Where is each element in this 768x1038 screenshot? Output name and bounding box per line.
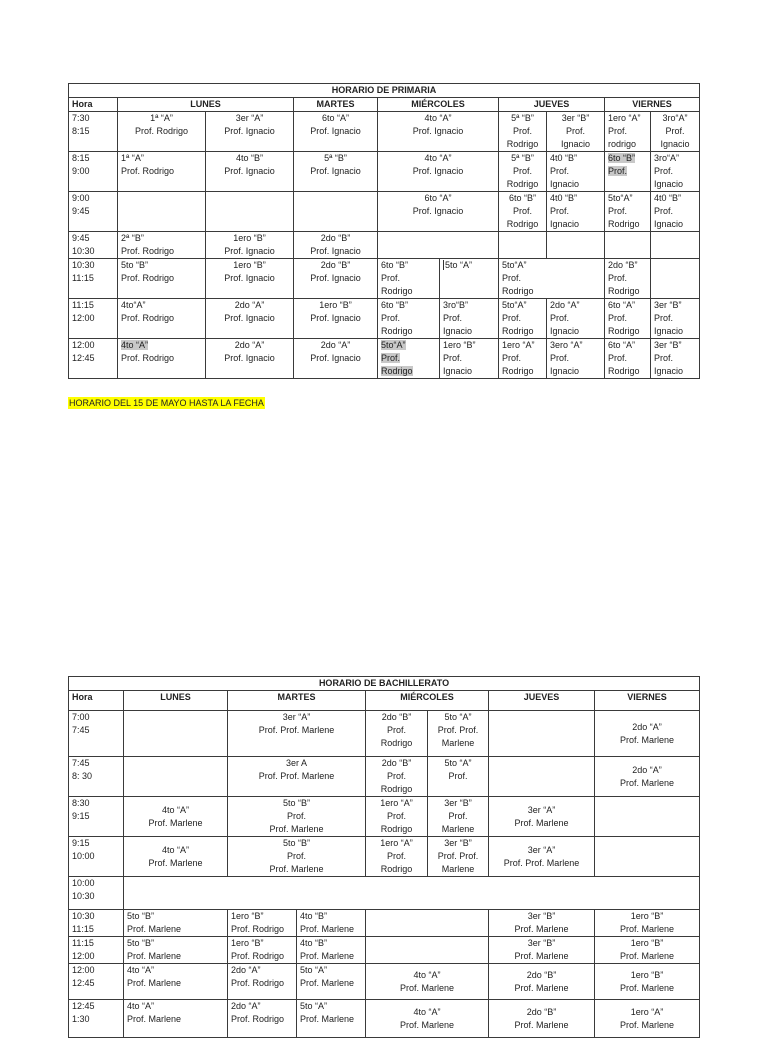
schedule-cell: 1ero “B” Prof. Ignacio [206,259,294,299]
schedule-cell: 5to“A” Prof. Rodrigo [499,299,547,339]
empty-cell [294,192,378,232]
schedule-cell: 1ª “A” Prof. Rodrigo [118,112,206,152]
schedule-cell: 2do “A” Prof. Marlene [595,757,700,797]
table-row [69,910,700,937]
schedule-cell: 5to “B” Prof. Marlene [124,910,228,937]
hora-cell: 7:30 8:15 [69,112,118,152]
empty-cell [124,711,228,757]
hora-cell: 12:00 12:45 [69,964,124,1000]
schedule-cell: 5to “A” [440,259,499,299]
schedule-cell: 4t0 “B” Prof. Ignacio [651,192,700,232]
schedule-cell: 2do “A” Prof. Ignacio [206,299,294,339]
hora-cell: 9:15 10:00 [69,837,124,877]
hora-cell: 12:45 1:30 [69,1000,124,1038]
schedule-cell: 1ero “A” Prof. rodrigo [605,112,651,152]
schedule-cell: 4to “B” Prof. Marlene [297,910,366,937]
empty-cell [366,910,489,937]
schedule-cell: 4to “A” Prof. Marlene [124,964,228,1000]
empty-cell [118,192,206,232]
hora-cell: 8:30 9:15 [69,797,124,837]
schedule-cell: 2do “B” Prof. Rodrigo [605,259,651,299]
hora-cell: 9:00 9:45 [69,192,118,232]
schedule-cell: 5to “A” Prof. [428,757,489,797]
schedule-cell: 5ª “B” Prof. Ignacio [294,152,378,192]
schedule-cell: 3er A Prof. Prof. Marlene [228,757,366,797]
schedule-cell: 1ero “B” Prof. Marlene [595,964,700,1000]
schedule-cell: 6to “B” Prof. Rodrigo [378,299,440,339]
schedule-cell: 5to“A” Prof. Rodrigo [378,339,440,379]
schedule-cell: 6to “B” Prof. Rodrigo [499,192,547,232]
schedule-cell: 3er “B” Prof. Marlene [489,910,595,937]
schedule-cell: 3er “B” Prof. Ignacio [651,339,700,379]
schedule-cell: 6to “B” Prof. [605,152,651,192]
table-row [69,339,700,379]
schedule-cell: 2do “A” Prof. Rodrigo [228,1000,297,1038]
schedule-cell: 1ero “A” Prof. Rodrigo [366,797,428,837]
table-row [69,877,700,910]
schedule-cell: 1ero “A” Prof. Rodrigo [499,339,547,379]
hora-cell: 10:30 11:15 [69,910,124,937]
schedule-cell: 4to“A” Prof. Rodrigo [118,299,206,339]
empty-cell [499,232,547,259]
schedule-cell: 2ª “B” Prof. Rodrigo [118,232,206,259]
table-row [69,711,700,757]
empty-cell [489,711,595,757]
hora-cell: 9:45 10:30 [69,232,118,259]
hora-cell: 11:15 12:00 [69,937,124,964]
hora-cell: 10:00 10:30 [69,877,124,910]
empty-cell [547,232,605,259]
empty-cell [605,232,651,259]
schedule-cell: 3er “A” Prof. Prof. Marlene [228,711,366,757]
schedule-cell: 1ero “B” Prof. Rodrigo [228,910,297,937]
schedule-cell: 4to “A” Prof. Marlene [124,1000,228,1038]
schedule-cell: 3ro“B” Prof. Ignacio [440,299,499,339]
schedule-cell: 4to “A” Prof. Ignacio [378,112,499,152]
empty-cell [595,797,700,837]
empty-cell [378,232,499,259]
table-title: HORARIO DE BACHILLERATO [69,677,700,691]
schedule-cell: 1ero “B” Prof. Ignacio [440,339,499,379]
col-header-viernes: VIERNES [595,691,700,711]
schedule-cell: 6to “A” Prof. Ignacio [378,192,499,232]
col-header-jueves: JUEVES [499,98,605,112]
schedule-cell: 4t0 “B” Prof. Ignacio [547,152,605,192]
schedule-cell: 2do “B” Prof. Ignacio [294,232,378,259]
table-row [69,837,700,877]
table-row [69,259,700,299]
schedule-cell: 6to “A” Prof. Rodrigo [605,299,651,339]
col-header-miercoles: MIÉRCOLES [366,691,489,711]
schedule-cell: 1ero “B” Prof. Ignacio [294,299,378,339]
schedule-cell: 3er “A” Prof. Marlene [489,797,595,837]
table-row [69,152,700,192]
schedule-cell: 4to “A” Prof. Ignacio [378,152,499,192]
schedule-cell: 2do “B” Prof. Marlene [489,964,595,1000]
table-title: HORARIO DE PRIMARIA [69,84,700,98]
schedule-cell: 5to“A” Prof. Rodrigo [499,259,605,299]
empty-cell [124,877,700,910]
schedule-cell: 3er “B” Prof. Prof. Marlene [428,837,489,877]
table-row [69,299,700,339]
schedule-cell: 4to “A” Prof. Marlene [366,964,489,1000]
schedule-cell: 2do “A” Prof. Ignacio [547,299,605,339]
schedule-cell: 1ero “A” Prof. Marlene [595,1000,700,1038]
schedule-cell: 4to “A” Prof. Marlene [366,1000,489,1038]
schedule-cell: 4to “B” Prof. Marlene [297,937,366,964]
schedule-cell: 5to “A” Prof. Marlene [297,1000,366,1038]
empty-cell [366,937,489,964]
schedule-cell: 5to “B” Prof. Rodrigo [118,259,206,299]
schedule-cell: 1ª “A” Prof. Rodrigo [118,152,206,192]
schedule-note: HORARIO DEL 15 DE MAYO HASTA LA FECHA [69,398,264,408]
col-header-jueves: JUEVES [489,691,595,711]
schedule-cell: 5to “A” Prof. Prof. Marlene [428,711,489,757]
table-row [69,232,700,259]
schedule-cell: 4to “A” Prof. Marlene [124,797,228,837]
empty-cell [489,757,595,797]
table-row [69,112,700,152]
col-header-miercoles: MIÉRCOLES [378,98,499,112]
schedule-cell: 5to“A” Prof. Rodrigo [605,192,651,232]
bachillerato-schedule-table [68,676,700,1038]
col-header-hora: Hora [69,691,124,711]
table-row [69,964,700,1000]
hora-cell: 12:00 12:45 [69,339,118,379]
col-header-lunes: LUNES [118,98,294,112]
table-row [69,937,700,964]
schedule-cell: 6to “A” Prof. Ignacio [294,112,378,152]
table-row [69,757,700,797]
schedule-cell: 5ª “B” Prof. Rodrigo [499,112,547,152]
schedule-cell: 3ro“A” Prof. Ignacio [651,152,700,192]
schedule-cell: 2do “B” Prof. Marlene [489,1000,595,1038]
schedule-cell: 4t0 “B” Prof. Ignacio [547,192,605,232]
schedule-cell: 5to “B” Prof. Marlene [124,937,228,964]
hora-cell: 11:15 12:00 [69,299,118,339]
hora-cell: 8:15 9:00 [69,152,118,192]
schedule-cell: 3er “B” Prof. Ignacio [651,299,700,339]
schedule-cell: 3er “B” Prof. Ignacio [547,112,605,152]
schedule-cell: 3er “A” Prof. Ignacio [206,112,294,152]
empty-cell [651,259,700,299]
schedule-cell: 2do “A” Prof. Rodrigo [228,964,297,1000]
empty-cell [206,192,294,232]
schedule-cell: 5to “A” Prof. Marlene [297,964,366,1000]
hora-cell: 10:30 11:15 [69,259,118,299]
col-header-lunes: LUNES [124,691,228,711]
schedule-cell: 5ª “B” Prof. Rodrigo [499,152,547,192]
empty-cell [651,232,700,259]
schedule-cell: 3er “B” Prof. Marlene [428,797,489,837]
schedule-cell: 1ero “B” Prof. Marlene [595,937,700,964]
hora-cell: 7:00 7:45 [69,711,124,757]
schedule-cell: 1ero “B” Prof. Ignacio [206,232,294,259]
schedule-cell: 4to “B” Prof. Ignacio [206,152,294,192]
table-row [69,1000,700,1038]
col-header-viernes: VIERNES [605,98,700,112]
schedule-cell: 2do “A” Prof. Ignacio [294,339,378,379]
schedule-cell: 6to “A” Prof. Rodrigo [605,339,651,379]
schedule-cell: 2do “A” Prof. Ignacio [206,339,294,379]
schedule-cell: 5to “B” Prof. Prof. Marlene [228,837,366,877]
empty-cell [124,757,228,797]
schedule-cell: 1ero “B” Prof. Rodrigo [228,937,297,964]
schedule-cell: 5to “B” Prof. Prof. Marlene [228,797,366,837]
schedule-cell: 3er “B” Prof. Marlene [489,937,595,964]
schedule-cell: 4to “A” Prof. Marlene [124,837,228,877]
schedule-cell: 2do “B” Prof. Rodrigo [366,711,428,757]
schedule-cell: 1ero “A” Prof. Rodrigo [366,837,428,877]
schedule-cell: 2do “A” Prof. Marlene [595,711,700,757]
schedule-cell: 3er “A” Prof. Prof. Marlene [489,837,595,877]
col-header-martes: MARTES [294,98,378,112]
table-row [69,192,700,232]
primaria-schedule-table [68,83,700,379]
table-row [69,797,700,837]
empty-cell [595,837,700,877]
schedule-cell: 2do “B” Prof. Rodrigo [366,757,428,797]
col-header-martes: MARTES [228,691,366,711]
schedule-cell: 3ero “A” Prof. Ignacio [547,339,605,379]
schedule-cell: 4to “A” Prof. Rodrigo [118,339,206,379]
col-header-hora: Hora [69,98,118,112]
schedule-cell: 2do “B” Prof. Ignacio [294,259,378,299]
schedule-cell: 6to “B” Prof. Rodrigo [378,259,440,299]
schedule-cell: 3ro“A” Prof. Ignacio [651,112,700,152]
schedule-cell: 1ero “B” Prof. Marlene [595,910,700,937]
hora-cell: 7:45 8: 30 [69,757,124,797]
